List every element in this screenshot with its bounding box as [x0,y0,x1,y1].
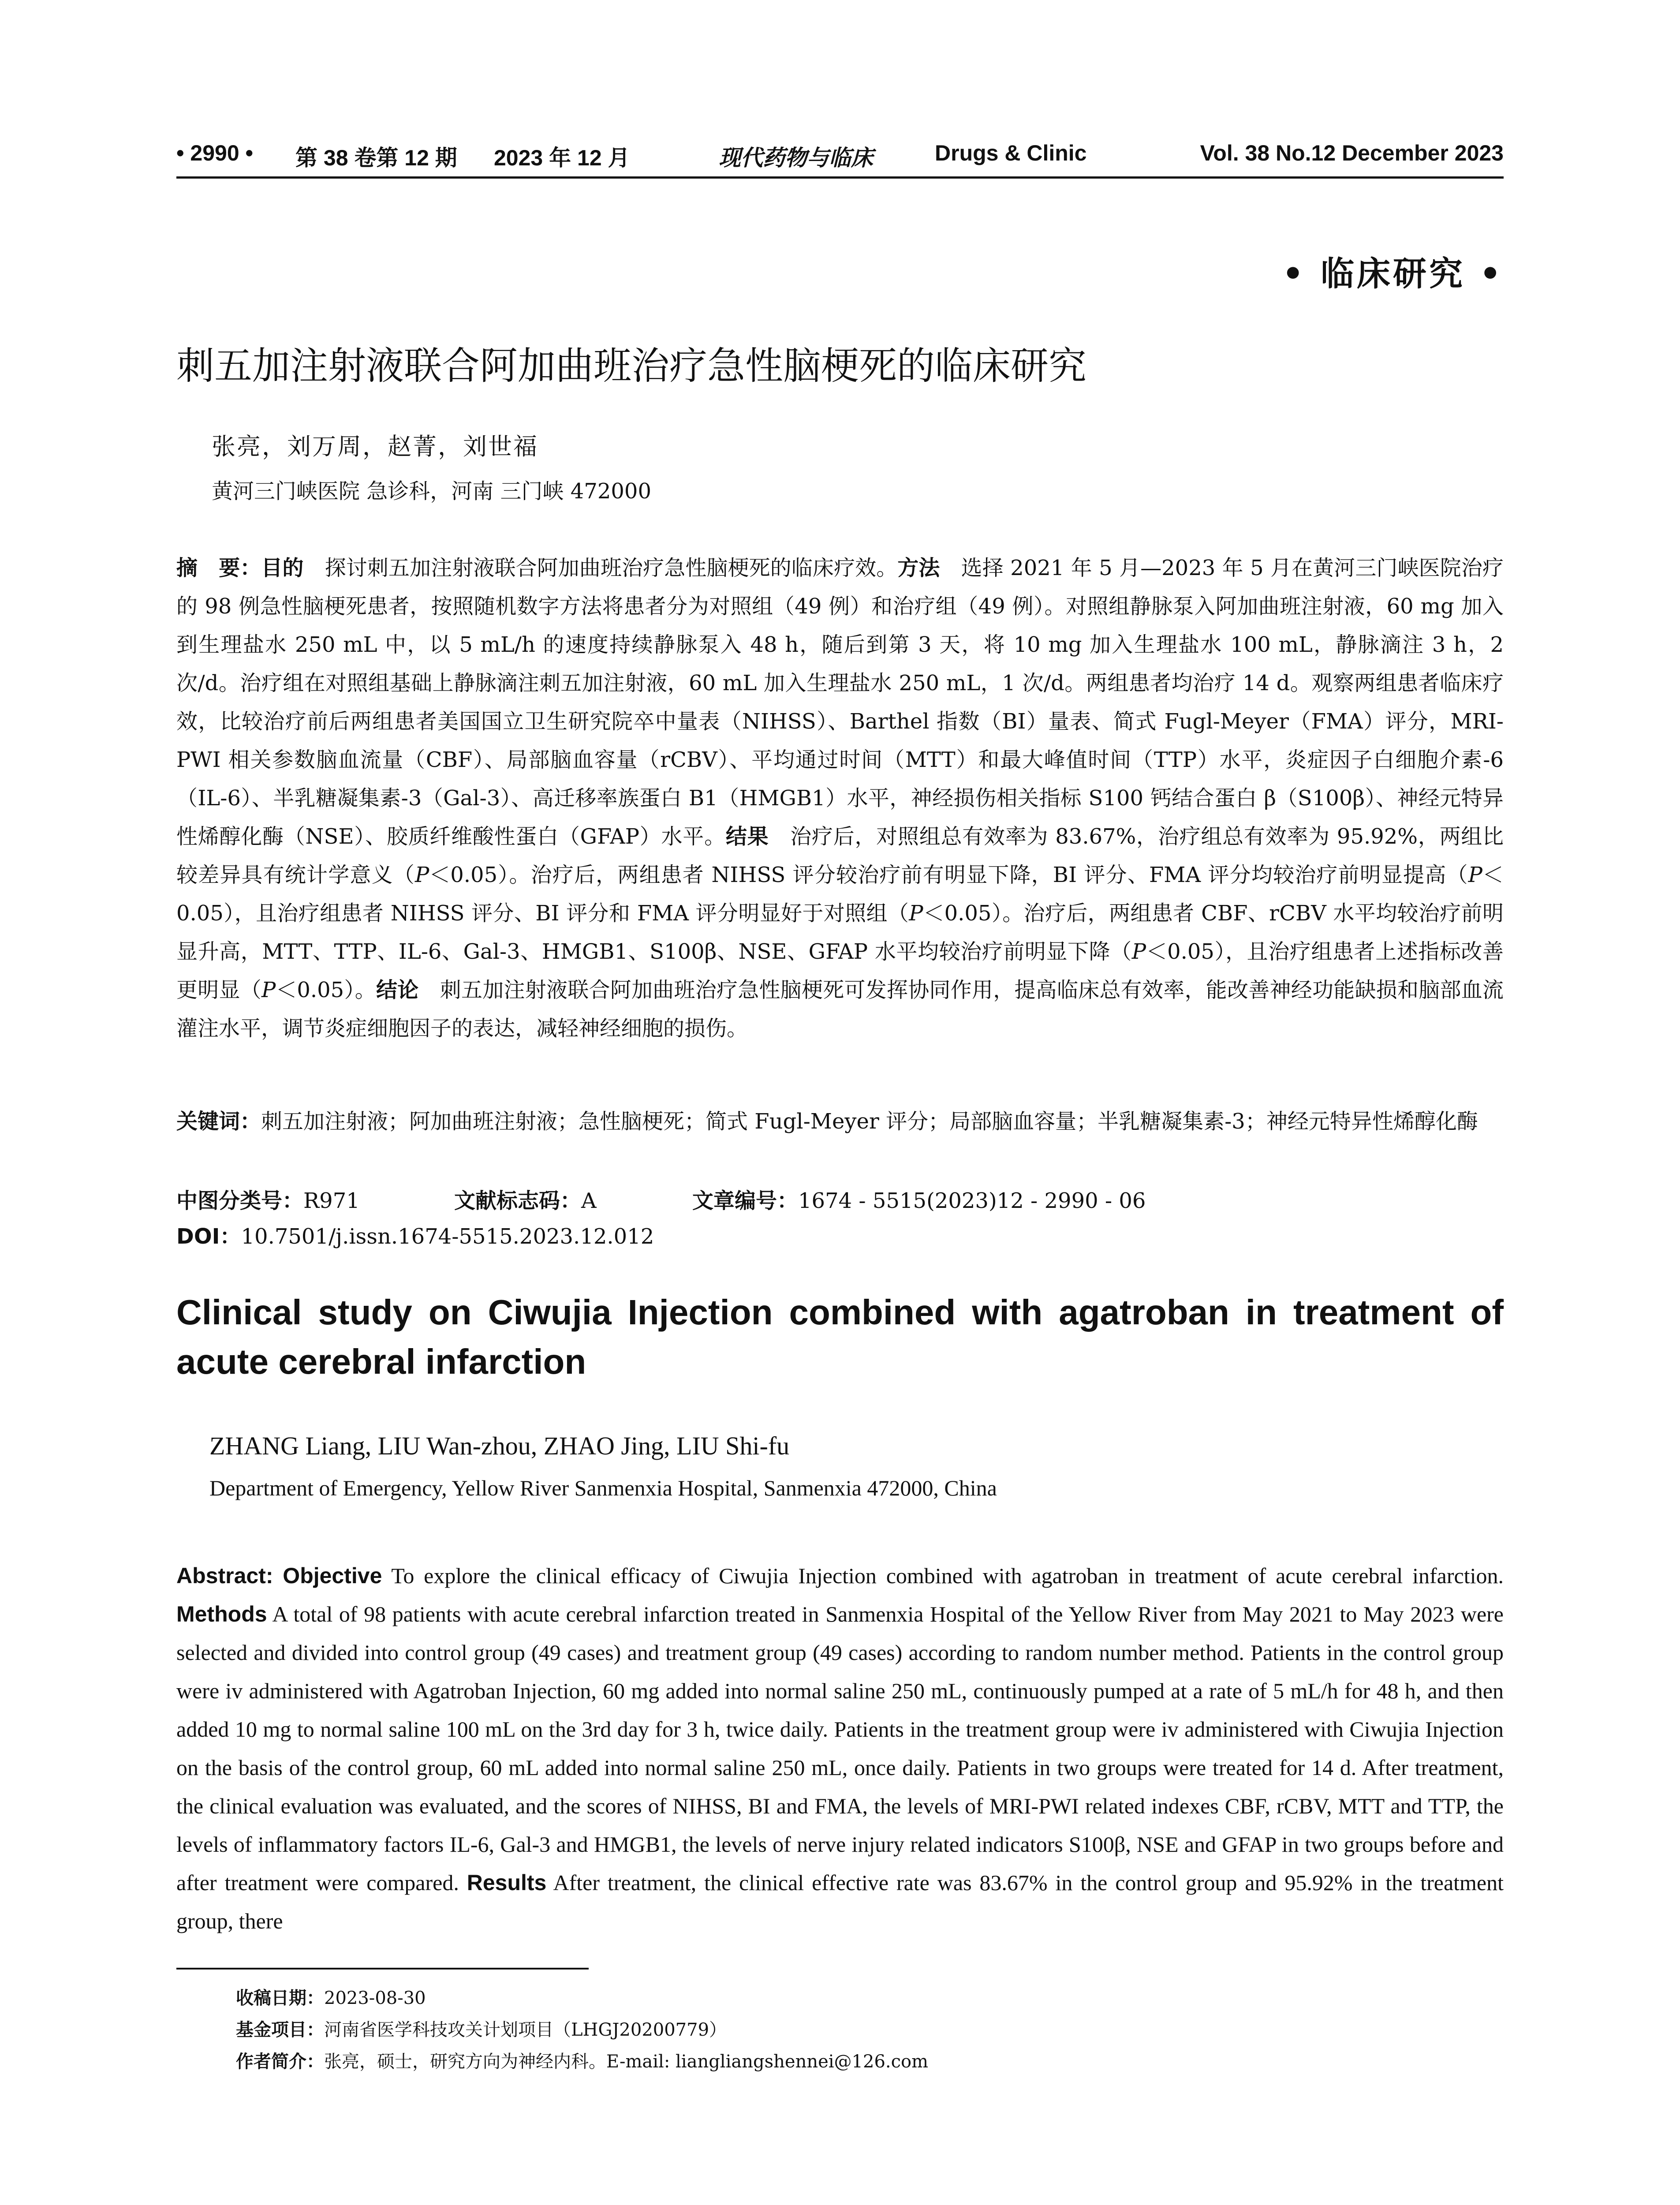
doi-link[interactable]: 10.7501/j.issn.1674-5515.2023.12.012 [241,1224,654,1249]
results-text-cn: 治疗后，对照组总有效率为 83.67%，治疗组总有效率为 95.92%，两组比较差异具有统计学意义（ [176,824,1504,887]
page-number: • 2990 • [176,141,254,165]
doi-line [176,1219,654,1250]
footnote-divider [176,1968,589,1970]
results-text-cn: ＜0.05），且治疗组患者 NIHSS 评分、BI 评分和 FMA 评分明显好于对照组（ [176,863,1504,926]
results-label-en: Results [467,1870,547,1895]
abstract-label-cn: 摘 要： [176,556,261,580]
abstract-label-en: Abstract: [176,1563,273,1588]
objective-label-cn: 目的 [261,556,304,580]
affiliation-en: Department of Emergency, Yellow River Sanmenxia Hospital, Sanmenxia 472000, China [209,1476,997,1500]
section-tag: • 临床研究 • [1282,254,1504,293]
conclusion-text-cn: 刺五加注射液联合阿加曲班治疗急性脑梗死可发挥协同作用，提高临床总有效率，能改善神经功能缺损和脑部血流灌注水平，调节炎症细胞因子的表达，减轻神经细胞的损伤。 [176,978,1504,1041]
abstract-en [176,1557,1504,1940]
header-divider [176,176,1504,179]
results-text-cn: ＜0.05）。治疗后，两组患者 NIHSS 评分较治疗前有明显下降，BI 评分、FMA 评分均较治疗前明显提高（ [429,863,1468,887]
doc-label: 文献标志码： [454,1188,582,1213]
p-value-symbol: P [261,978,276,1002]
author-bio [236,2046,1471,2078]
journal-name-cn: 现代药物与临床 [719,145,873,171]
methods-label-cn: 方法 [897,556,940,580]
results-text-en: After treatment, the clinical effective rate was 83.67% in the control group and 95.92% in the treatment group, there [176,1870,1504,1933]
article-title-cn: 刺五加注射液联合阿加曲班治疗急性脑梗死的临床研究 [176,344,1086,388]
affiliation-cn: 黄河三门峡医院 急诊科，河南 三门峡 472000 [212,479,652,504]
keywords-cn [176,1102,1504,1141]
p-value-symbol: P [1131,939,1146,964]
footnotes [236,1982,1471,2078]
authors-cn: 张亮，刘万周，赵菁，刘世福 [212,433,538,460]
fund-label: 基金项目： [236,2020,324,2040]
doc-value: A [581,1188,597,1213]
results-text-cn: ＜0.05）。治疗后，两组患者 CBF、rCBV 水平均较治疗前明显升高，MTT、TTP、IL-6、Gal-3、HMGB1、S100β、NSE、GFAP 水平均较治疗前明显下降（ [176,901,1504,964]
volume-en: Vol. 38 No.12 December 2023 [1200,141,1504,165]
p-value-symbol: P [909,901,923,926]
objective-text-cn: 探讨刺五加注射液联合阿加曲班治疗急性脑梗死的临床疗效。 [303,556,898,580]
received-value: 2023-08-30 [324,1988,426,2008]
p-value-symbol: P [414,863,429,887]
results-text-cn: ＜0.05）。 [276,978,376,1002]
keywords-label: 关键词： [176,1109,261,1134]
p-value-symbol: P [1468,863,1482,887]
article-value: 1674 - 5515(2023)12 - 2990 - 06 [798,1188,1146,1213]
results-text-cn: ＜0.05），且治疗组患者上述指标改善更明显（ [176,939,1504,1002]
date-cn: 2023 年 12 月 [494,146,630,170]
objective-text-en: To explore the clinical efficacy of Ciwujia Injection combined with agatroban in treatment of acute cerebral infarction. [382,1563,1504,1588]
fund-value: 河南省医学科技攻关计划项目（LHGJ20200779） [324,2020,727,2040]
keywords-text: 刺五加注射液；阿加曲班注射液；急性脑梗死；简式 Fugl-Meyer 评分；局部脑血容量；半乳糖凝集素-3；神经元特异性烯醇化酶 [261,1109,1478,1134]
fund-project [236,2014,1471,2046]
objective-label-en: Objective [283,1563,382,1588]
volume-cn: 第 38 卷第 12 期 [295,146,457,170]
conclusion-label-cn: 结论 [376,978,419,1002]
doi-label: DOI： [176,1224,241,1249]
article-number [692,1182,1146,1220]
document-code [454,1182,597,1220]
abstract-cn [176,549,1504,1048]
bio-value: 张亮，硕士，研究方向为神经内科。E-mail: liangliangshennei@126.com [324,2052,929,2072]
received-date [236,1982,1471,2014]
authors-en: ZHANG Liang, LIU Wan-zhou, ZHAO Jing, LIU Shi-fu [209,1431,790,1460]
methods-text-cn: 选择 2021 年 5 月—2023 年 5 月在黄河三门峡医院治疗的 98 例急性脑梗死患者，按照随机数字方法将患者分为对照组（49 例）和治疗组（49 例）。对照组静脉泵入阿加曲班注射液，60 mg 加入到生理盐水 250 mL 中，以 5 mL/h 的速度持续静脉泵入 48 h，随后到第 3 天，将 10 mg 加入生理盐水 100 mL，静脉滴注 3 h，2 次/d。治疗组在对照组基础上静脉滴注刺五加注射液，60 mL 加入生理盐水 250 mL，1 次/d。两组患者均治疗 14 d。观察两组患者临床疗效，比较治疗前后两组患者美国国立卫生研究院卒中量表（NIHSS）、Barthel 指数（BI）量表、简式 Fugl-Meyer（FMA）评分，MRI-PWI 相关参数脑血流量（CBF）、局部脑血容量（rCBV）、平均通过时间（MTT）和最大峰值时间（TTP）水平，炎症因子白细胞介素-6（IL-6）、半乳糖凝集素-3（Gal-3）、高迁移率族蛋白 B1（HMGB1）水平，神经损伤相关指标 S100 钙结合蛋白 β（S100β）、神经元特异性烯醇化酶（NSE）、胶质纤维酸性蛋白（GFAP）水平。 [176,556,1504,849]
clc-label: 中图分类号： [176,1188,304,1213]
methods-label-en: Methods [176,1602,267,1626]
article-title-en: Clinical study on Ciwujia Injection combined with agatroban in treatment of acute cerebral infarction [176,1293,1504,1381]
article-label: 文章编号： [692,1188,799,1213]
bio-label: 作者简介： [236,2052,324,2072]
running-header [176,140,1504,171]
methods-text-en: A total of 98 patients with acute cerebral infarction treated in Sanmenxia Hospital of the Yellow River from May 2021 to May 2023 were selected and divided into control group (49 cases) and treatment group (49 cases) according to random number method. Patients in the control group were iv administered with Agatroban Injection, 60 mg added into normal saline 250 mL, continuously pumped at a rate of 5 mL/h for 48 h, and then added 10 mg to normal saline 100 mL on the 3rd day for 3 h, twice daily. Patients in the treatment group were iv administered with Ciwujia Injection on the basis of the control group, 60 mL added into normal saline 250 mL, once daily. Patients in two groups were treated for 14 d. After treatment, the clinical evaluation was evaluated, and the scores of NIHSS, BI and FMA, the levels of MRI-PWI related indexes CBF, rCBV, MTT and TTP, the levels of inflammatory factors IL-6, Gal-3 and HMGB1, the levels of nerve injury related indicators S100β, NSE and GFAP in two groups before and after treatment were compared. [176,1602,1504,1895]
received-label: 收稿日期： [236,1988,324,2008]
clc-code [176,1182,360,1220]
journal-name-en: Drugs & Clinic [935,141,1087,165]
clc-value: R971 [303,1188,360,1213]
results-label-cn: 结果 [725,824,769,849]
